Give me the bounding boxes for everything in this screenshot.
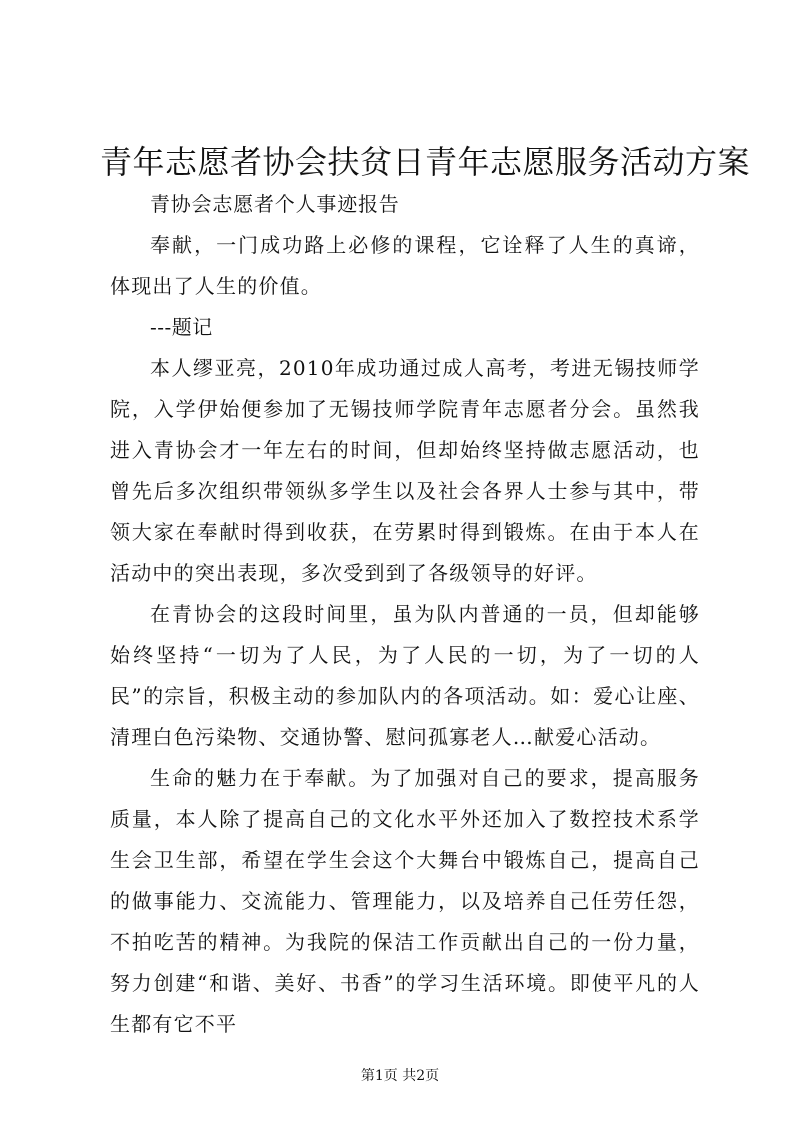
document-title: 青年志愿者协会扶贫日青年志愿服务活动方案 (100, 143, 751, 181)
epigraph-paragraph: 奉献，一门成功路上必修的课程，它诠释了人生的真谛，体现出了人生的价值。 (110, 233, 700, 298)
page-footer: 第1页 共2页 (360, 1068, 440, 1084)
report-subtitle: 青协会志愿者个人事迹报告 (150, 192, 400, 216)
document-body (110, 184, 700, 1045)
body-paragraph-1: 本人缪亚亮，2010年成功通过成人高考，考进无锡技师学院，入学伊始便参加了无锡技师学院青年志愿者分会。虽然我进入青协会才一年左右的时间，但却始终坚持做志愿活动，也曾先后多次组织带领纵多学生以及社会各界人士参与其中，带领大家在奉献时得到收获，在劳累时得到锻炼。在由于本人在活动中的突出表现，多次受到到了各级领导的好评。 (110, 356, 700, 585)
epigraph-attribution: ---题记 (150, 315, 213, 339)
body-paragraph-3: 生命的魅力在于奉献。为了加强对自己的要求，提高服务质量，本人除了提高自己的文化水平外还加入了数控技术系学生会卫生部，希望在学生会这个大舞台中锻炼自己，提高自己的做事能力、交流能力、管理能力，以及培养自己任劳任怨，不拍吃苦的精神。为我院的保洁工作贡献出自己的一份力量，努力创建“和谐、美好、书香”的学习生活环境。即使平凡的人生都有它不平 (110, 766, 700, 1036)
body-paragraph-2: 在青协会的这段时间里，虽为队内普通的一员，但却能够始终坚持“一切为了人民，为了人民的一切，为了一切的人民”的宗旨，积极主动的参加队内的各项活动。如：爱心让座、清理白色污染物、交通协警、慰问孤寡老人…献爱心活动。 (110, 602, 700, 749)
